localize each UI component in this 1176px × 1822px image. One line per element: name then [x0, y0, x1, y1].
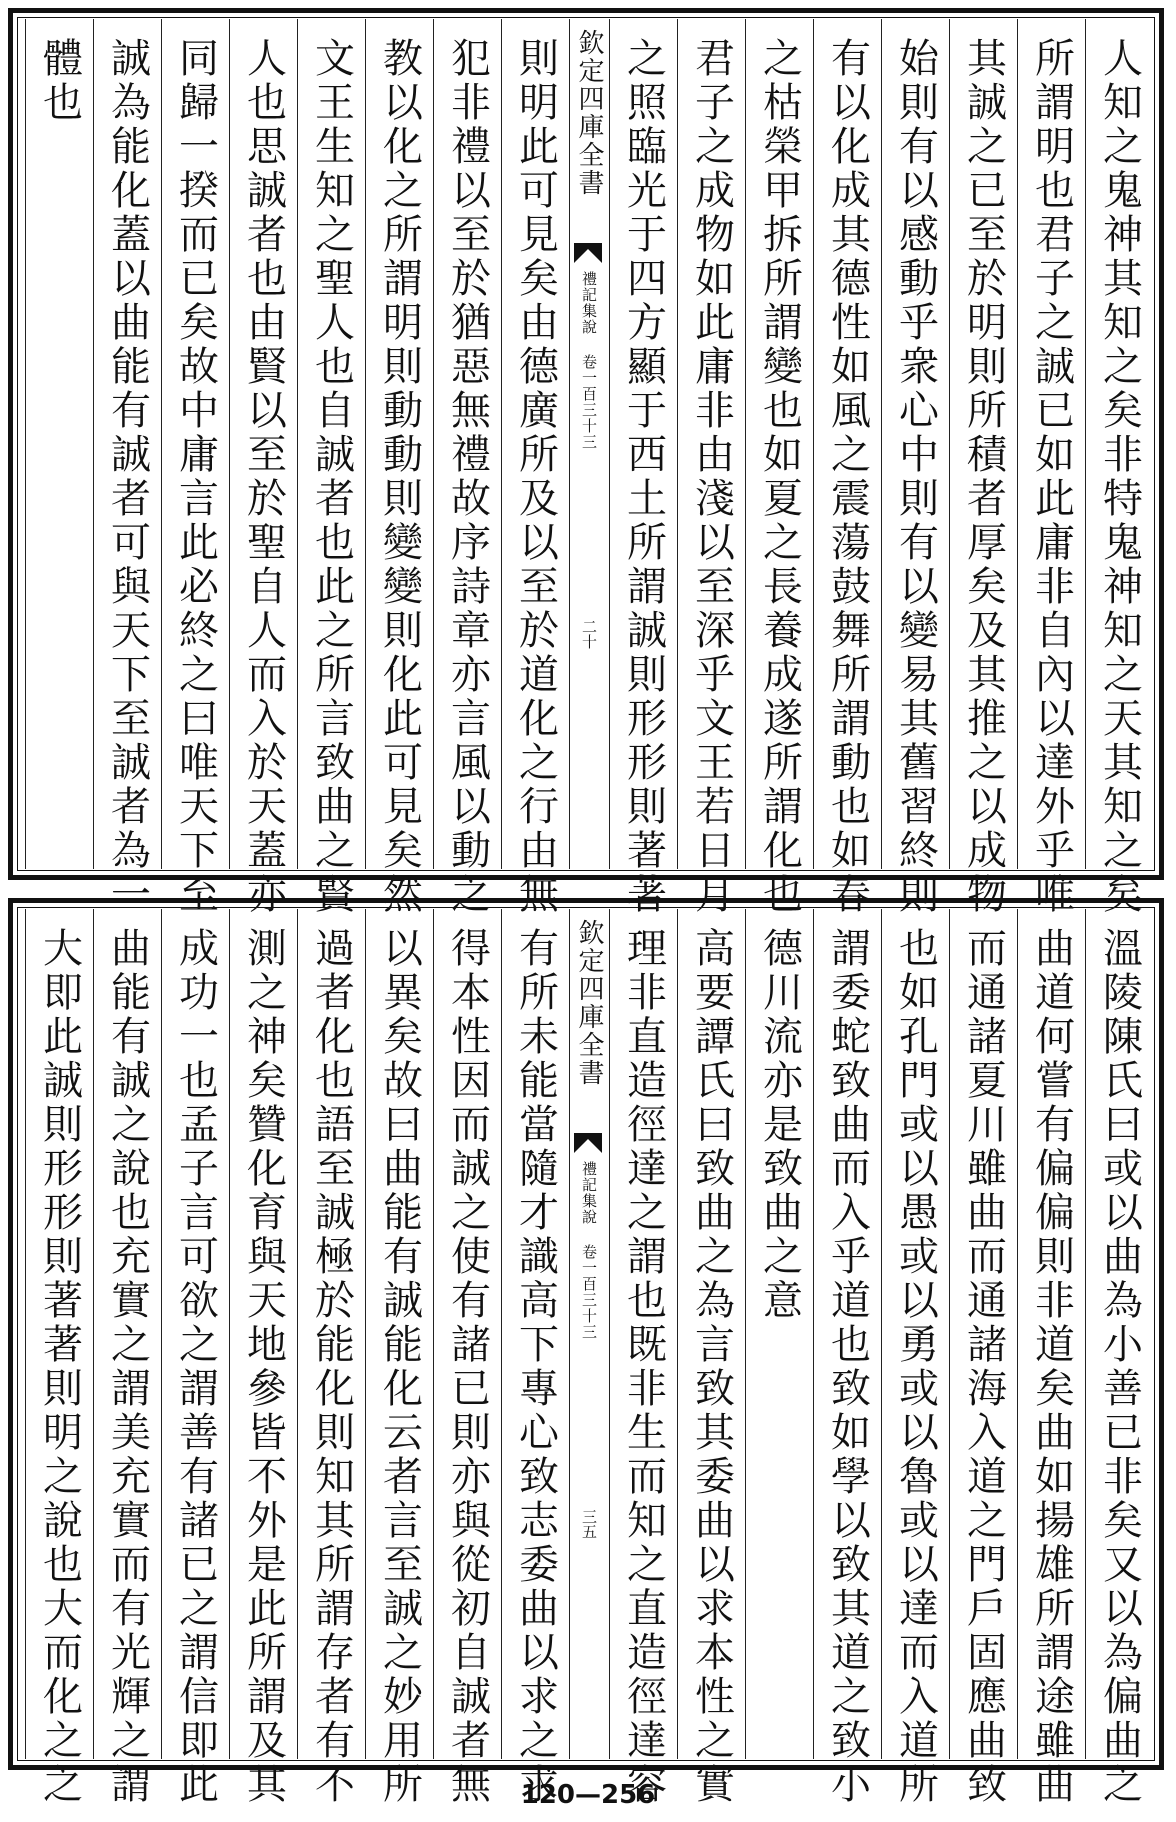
column-text: 以異矣故曰曲能有誠能化云者言至誠之妙用所: [376, 927, 423, 1807]
text-column: [501, 909, 569, 1807]
column-text: 理非直造徑達之謂也既非生而知之直造徑達容: [620, 927, 667, 1807]
column-text: 所謂明也君子之誠已如此庸非自內以達外乎唯: [1028, 37, 1075, 917]
center-margin-strip: [569, 909, 609, 1759]
leaf-page-number: 二十: [580, 619, 598, 649]
column-text: 其誠之已至於明則所積者厚矣及其推之以成物: [960, 37, 1007, 917]
column-text: 始則有以感動乎衆心中則有以變易其舊習終則: [892, 37, 939, 917]
text-column: [677, 909, 745, 1807]
center-margin-strip: [569, 19, 609, 869]
text-column: [609, 19, 677, 917]
column-text: 過者化也語至誠極於能化則知其所謂存者有不: [308, 927, 355, 1807]
text-column: [229, 19, 297, 917]
text-column: [25, 909, 93, 1807]
text-column: [297, 909, 365, 1807]
center-chapter-label: 禮記集說 卷一百三十三: [580, 271, 598, 450]
column-text: 文王生知之聖人也自誠者也此之所言致曲之賢: [308, 37, 355, 917]
column-text: 體也: [36, 37, 83, 125]
text-column: [93, 19, 161, 917]
column-text: 德川流亦是致曲之意: [756, 927, 803, 1323]
text-column: [609, 909, 677, 1807]
center-book-title: 欽定四庫全書: [574, 29, 604, 197]
text-column: [501, 19, 569, 917]
fish-tail-mark-icon: [574, 241, 602, 265]
column-text: 高要譚氏曰致曲之為言致其委曲以求本性之實: [688, 927, 735, 1807]
text-column: [1085, 19, 1153, 917]
text-column: [433, 19, 501, 917]
text-column: [433, 909, 501, 1807]
text-column: [745, 19, 813, 917]
column-text: 曲能有誠之說也充實之謂美充實而有光輝之謂: [104, 927, 151, 1807]
text-column: [745, 909, 813, 1759]
text-column: [881, 19, 949, 917]
column-text: 也如孔門或以愚或以勇或以魯或以達而入道所: [892, 927, 939, 1807]
column-text: 同歸一揆而已矣故中庸言此必終之曰唯天下至: [172, 37, 219, 917]
text-column: [365, 19, 433, 917]
text-column: [1017, 909, 1085, 1807]
column-text: 謂委蛇致曲而入乎道也致如學以致其道之致小: [824, 927, 871, 1807]
top-page-columns: [19, 19, 1153, 917]
column-text: 成功一也孟子言可欲之謂善有諸已之謂信即此: [172, 927, 219, 1807]
text-column: [93, 909, 161, 1807]
column-text: 得本性因而誠之使有諸已則亦與從初自誠者無: [444, 927, 491, 1807]
text-column: [1085, 909, 1153, 1807]
text-column: [1017, 19, 1085, 917]
text-column: [25, 19, 93, 869]
column-text: 有所未能當隨才識高下專心致志委曲以求之求: [512, 927, 559, 1807]
fish-tail-mark-icon: [574, 1131, 602, 1155]
column-text: 犯非禮以至於猶惡無禮故序詩章亦言風以動之: [444, 37, 491, 917]
text-column: [677, 19, 745, 917]
page-footer-number: 120—256: [520, 1780, 656, 1810]
column-text: 之枯榮甲拆所謂變也如夏之長養成遂所謂化也: [756, 37, 803, 917]
center-book-title: 欽定四庫全書: [574, 919, 604, 1087]
column-text: 教以化之所謂明則動動則變變則化此可見矣然: [376, 37, 423, 917]
text-column: [365, 909, 433, 1807]
column-text: 人也思誠者也由賢以至於聖自人而入於天蓋亦: [240, 37, 287, 917]
column-text: 人知之鬼神其知之矣非特鬼神知之天其知之矣: [1096, 37, 1143, 917]
column-text: 而通諸夏川雖曲而通諸海入道之門戶固應曲致: [960, 927, 1007, 1807]
text-column: [229, 909, 297, 1807]
leaf-page-number: 三五: [580, 1509, 598, 1539]
text-column: [161, 909, 229, 1807]
column-text: 則明此可見矣由德廣所及以至於道化之行由無: [512, 37, 559, 917]
center-chapter-label: 禮記集說 卷一百三十三: [580, 1161, 598, 1340]
column-text: 誠為能化蓋以曲能有誠者可與天下至誠者為一: [104, 37, 151, 917]
column-text: 君子之成物如此庸非由淺以至深乎文王若日月: [688, 37, 735, 917]
top-page-frame: [8, 8, 1164, 917]
column-text: 之照臨光于四方顯于西土所謂誠則形形則著著: [620, 37, 667, 917]
text-column: [297, 19, 365, 917]
text-column: [161, 19, 229, 917]
text-column: [881, 909, 949, 1807]
text-column: [813, 909, 881, 1807]
column-text: 測之神矣贊化育與天地參皆不外是此所謂及其: [240, 927, 287, 1807]
column-text: 有以化成其德性如風之震蕩鼓舞所謂動也如春: [824, 37, 871, 917]
text-column: [949, 909, 1017, 1807]
text-column: [949, 19, 1017, 917]
column-text: 大即此誠則形形則著著則明之說也大而化之之: [36, 927, 83, 1807]
text-column: [813, 19, 881, 917]
column-text: 曲道何嘗有偏偏則非道矣曲如揚雄所謂途雖曲: [1028, 927, 1075, 1807]
column-text: 溫陵陳氏曰或以曲為小善已非矣又以為偏曲之: [1096, 927, 1143, 1807]
